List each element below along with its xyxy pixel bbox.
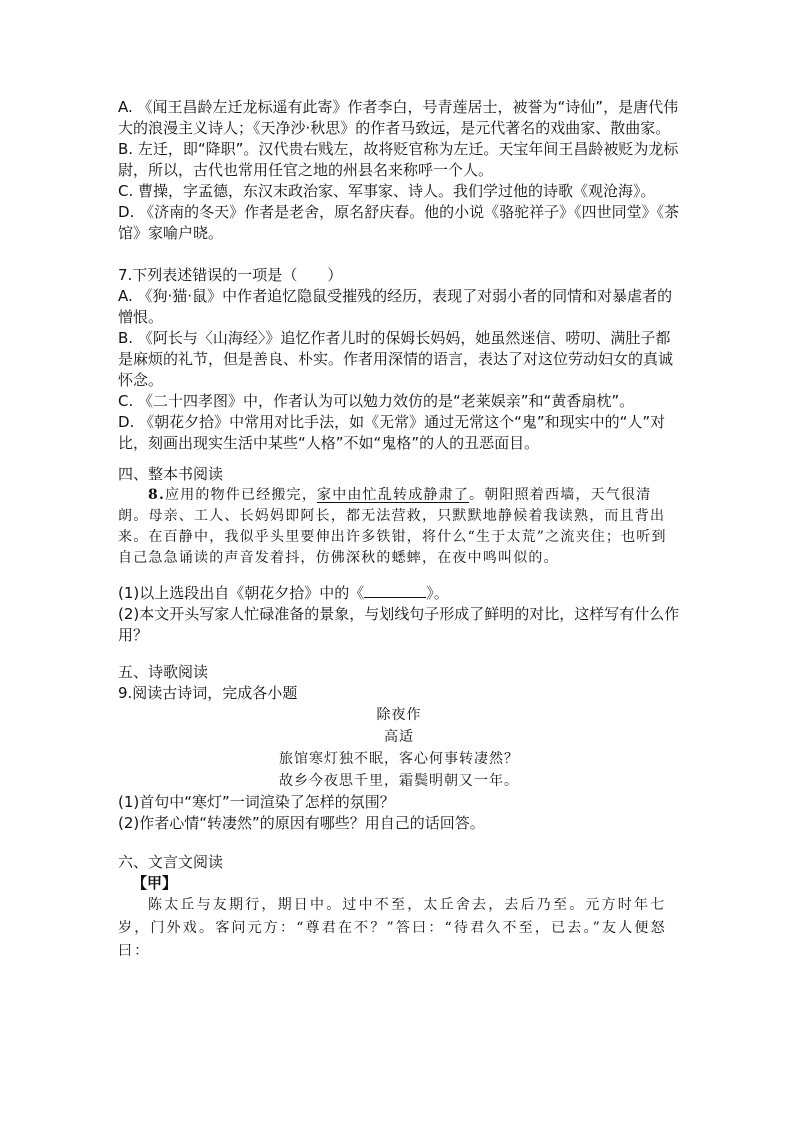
section-5-heading: 五、诗歌阅读 — [118, 663, 209, 681]
poem-line-2: 故乡今夜思千里，霜鬓明朝又一年。 — [279, 773, 519, 789]
poem-line-1: 旅馆寒灯独不眠，客心何事转凄然？ — [279, 751, 519, 767]
q6-option-d: D. 《济南的冬天》作者是老舍，原名舒庆春。他的小说《骆驼祥子》《四世同堂》《茶馆》家喻户晓。 — [118, 203, 680, 242]
q7-option-d: D. 《朝花夕拾》中常用对比手法，如《无常》通过无常这个“鬼”和现实中的“人”对比，刻画出现实生活中某些“人格”不如“鬼格”的人的丑恶面目。 — [118, 413, 666, 452]
q7-option-c: C. 《二十四孝图》中，作者认为可以勉力效仿的是“老莱娱亲”和“黄香扇枕”。 — [118, 392, 635, 410]
part-label-jia: 【甲】 — [132, 874, 178, 892]
section-6-heading: 六、文言文阅读 — [118, 853, 224, 871]
q8-passage-pre: 应用的物件已经搬完， — [165, 487, 318, 503]
answer-blank[interactable] — [364, 583, 426, 598]
q8-passage — [118, 485, 680, 569]
q8-sub1-post: 》。 — [426, 584, 449, 602]
q8-sub1-pre: (1)以上选段出自《朝花夕拾》中的《 — [118, 584, 365, 602]
q6-option-a: A. 《闻王昌龄左迁龙标遥有此寄》作者李白，号青莲居士，被誉为“诗仙”，是唐代伟大的浪漫主义诗人；《天净沙·秋思》的作者马致远，是元代著名的戏曲家、散曲家。 — [118, 98, 679, 137]
q7-option-a: A. 《狗·猫·鼠》中作者追忆隐鼠受摧残的经历，表现了对弱小者的同情和对暴虐者的憎恨。 — [118, 287, 673, 326]
q8-number: 8. — [148, 487, 166, 503]
poem-title: 除夜作 — [376, 707, 422, 723]
section-4-heading: 四、整本书阅读 — [118, 465, 224, 483]
poem-author: 高适 — [384, 729, 414, 745]
q7-stem: 7.下列表述错误的一项是（ ） — [118, 266, 343, 284]
q8-underlined-sentence: 家中由忙乱转成静肃了 — [317, 487, 470, 503]
q8-passage-post: 。朝阳照着西墙，天气很清朗。母亲、工人、长妈妈即阿长，都无法营救，只默默地静候着我读熟，而且背出来。在百静中，我似乎头里要伸出许多铁钳，将什么“生于太荒”之流夹住；也听到自己急急诵读的声音发着抖，仿佛深秋的蟋蟀，在夜中鸣叫似的。 — [118, 487, 667, 566]
q8-sub1 — [118, 583, 680, 604]
q7-option-b: B. 《阿长与〈山海经〉》追忆作者儿时的保姆长妈妈，她虽然迷信、唠叨、满肚子都是麻烦的礼节，但是善良、朴实。作者用深情的语言，表达了对这位劳动妇女的真诚怀念。 — [118, 329, 674, 389]
q6-option-c: C. 曹操，字孟德，东汉末政治家、军事家、诗人。我们学过他的诗歌《观沧海》。 — [118, 182, 656, 200]
classical-text: 陈太丘与友期行，期日中。过中不至，太丘舍去，去后乃至。元方时年七岁，门外戏。客问元方：“尊君在不？”答曰：“待君久不至，已去。”友人便怒曰： — [118, 897, 667, 959]
q9-sub1: (1)首句中“寒灯”一词渲染了怎样的氛围？ — [118, 793, 395, 811]
exam-page — [118, 97, 680, 963]
q9-sub2: (2)作者心情“转凄然”的原因有哪些？用自己的话回答。 — [118, 814, 485, 832]
q6-option-b: B. 左迁，即“降职”。汉代贵右贱左，故将贬官称为左迁。天宝年间王昌龄被贬为龙标尉，所以，古代也常用任官之地的州县名来称呼一个人。 — [118, 140, 679, 179]
q8-sub2: (2)本文开头写家人忙碌准备的景象，与划线句子形成了鲜明的对比，这样写有什么作用？ — [118, 605, 680, 644]
q9-stem: 9.阅读古诗词，完成各小题 — [118, 684, 298, 702]
